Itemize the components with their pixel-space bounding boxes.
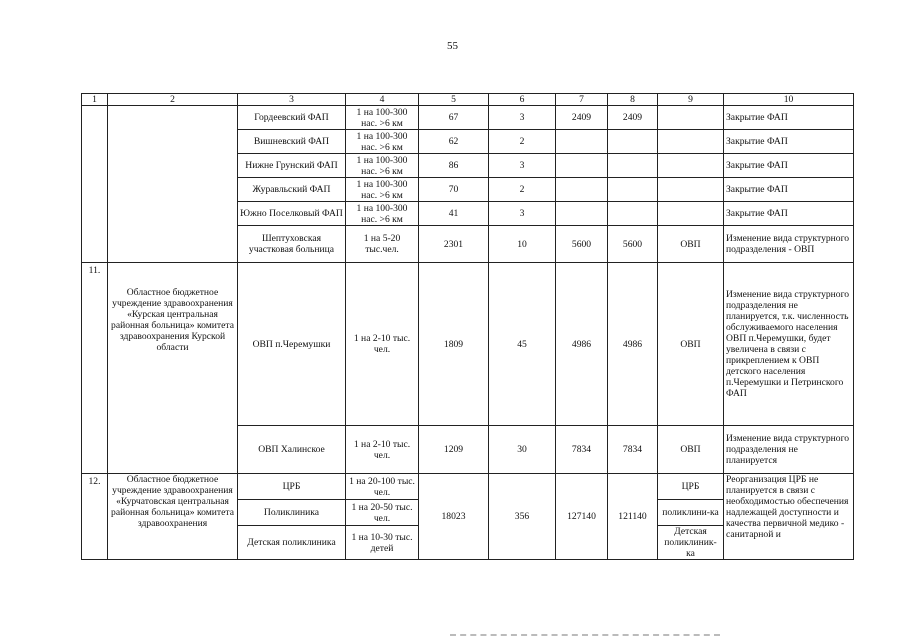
population: 62 <box>419 130 489 154</box>
visits-plan <box>556 202 608 226</box>
staff: 356 <box>489 474 556 560</box>
header-cell: 5 <box>419 94 489 106</box>
comment: Закрытие ФАП <box>724 130 854 154</box>
comment: Изменение вида структурного подразделения - ОВП <box>724 226 854 263</box>
new-type <box>658 106 724 130</box>
new-type <box>658 178 724 202</box>
norm: 1 на 5-20 тыс.чел. <box>346 226 419 263</box>
norm: 1 на 2-10 тыс. чел. <box>346 426 419 474</box>
header-cell: 6 <box>489 94 556 106</box>
table-row <box>82 474 854 500</box>
header-cell: 8 <box>608 94 658 106</box>
visits-fact <box>608 154 658 178</box>
unit-name: ЦРБ <box>238 474 346 500</box>
unit-name: Нижне Грунский ФАП <box>238 154 346 178</box>
unit-name: Шептуховская участковая больница <box>238 226 346 263</box>
comment: Закрытие ФАП <box>724 106 854 130</box>
population: 70 <box>419 178 489 202</box>
page-number: 55 <box>447 40 458 52</box>
row-number: 12. <box>82 474 108 560</box>
header-cell: 9 <box>658 94 724 106</box>
visits-plan: 2409 <box>556 106 608 130</box>
comment: Закрытие ФАП <box>724 178 854 202</box>
staff: 3 <box>489 106 556 130</box>
table-row <box>82 263 854 426</box>
header-cell: 7 <box>556 94 608 106</box>
unit-name: Южно Поселковый ФАП <box>238 202 346 226</box>
norm: 1 на 100-300 нас. >6 км <box>346 106 419 130</box>
table-row <box>82 106 854 130</box>
scan-artifact <box>450 634 720 639</box>
population: 41 <box>419 202 489 226</box>
new-type: ЦРБ <box>658 474 724 500</box>
population: 2301 <box>419 226 489 263</box>
staff: 45 <box>489 263 556 426</box>
visits-plan: 5600 <box>556 226 608 263</box>
visits-fact: 2409 <box>608 106 658 130</box>
visits-plan <box>556 178 608 202</box>
visits-plan: 7834 <box>556 426 608 474</box>
norm: 1 на 20-100 тыс. чел. <box>346 474 419 500</box>
comment: Реорганизация ЦРБ не планируется в связи с необходимостью обеспечения надлежащей доступности и качества первичной медико - санитарной и <box>724 474 854 560</box>
comment: Изменение вида структурного подразделения не планируется, т.к. численность обслуживаемого населения ОВП п.Черемушки, будет увеличена в связи с прикреплением к ОВП детского населения п.Черемушки и Петринского ФАП <box>724 263 854 426</box>
visits-fact <box>608 202 658 226</box>
norm: 1 на 2-10 тыс. чел. <box>346 263 419 426</box>
staff: 3 <box>489 202 556 226</box>
new-type: поликлини-ка <box>658 500 724 526</box>
unit-name: ОВП Халинское <box>238 426 346 474</box>
visits-fact: 5600 <box>608 226 658 263</box>
comment: Закрытие ФАП <box>724 154 854 178</box>
visits-plan <box>556 130 608 154</box>
visits-fact <box>608 178 658 202</box>
comment: Закрытие ФАП <box>724 202 854 226</box>
population: 1209 <box>419 426 489 474</box>
unit-name: Вишневский ФАП <box>238 130 346 154</box>
population: 18023 <box>419 474 489 560</box>
visits-fact: 7834 <box>608 426 658 474</box>
norm: 1 на 100-300 нас. >6 км <box>346 154 419 178</box>
new-type <box>658 154 724 178</box>
visits-plan: 4986 <box>556 263 608 426</box>
org-name: Областное бюджетное учреждение здравоохранения «Курчатовская центральная районная больница» комитета здравоохранения <box>108 474 238 560</box>
data-table <box>81 93 854 560</box>
header-cell: 3 <box>238 94 346 106</box>
new-type: ОВП <box>658 263 724 426</box>
staff: 2 <box>489 178 556 202</box>
unit-name: Журавльский ФАП <box>238 178 346 202</box>
norm: 1 на 100-300 нас. >6 км <box>346 202 419 226</box>
visits-fact: 4986 <box>608 263 658 426</box>
norm: 1 на 10-30 тыс. детей <box>346 526 419 560</box>
header-cell: 4 <box>346 94 419 106</box>
header-row <box>82 94 854 106</box>
staff: 2 <box>489 130 556 154</box>
new-type: ОВП <box>658 426 724 474</box>
visits-plan <box>556 154 608 178</box>
visits-plan: 127140 <box>556 474 608 560</box>
population: 1809 <box>419 263 489 426</box>
new-type: ОВП <box>658 226 724 263</box>
unit-name: Детская поликлиника <box>238 526 346 560</box>
row-number-cell <box>82 106 108 263</box>
row-number: 11. <box>82 263 108 474</box>
staff: 30 <box>489 426 556 474</box>
unit-name: Гордеевский ФАП <box>238 106 346 130</box>
visits-fact: 121140 <box>608 474 658 560</box>
norm: 1 на 100-300 нас. >6 км <box>346 130 419 154</box>
norm: 1 на 20-50 тыс. чел. <box>346 500 419 526</box>
unit-name: ОВП п.Черемушки <box>238 263 346 426</box>
header-cell: 1 <box>82 94 108 106</box>
header-cell: 2 <box>108 94 238 106</box>
visits-fact <box>608 130 658 154</box>
comment: Изменение вида структурного подразделения не планируется <box>724 426 854 474</box>
population: 67 <box>419 106 489 130</box>
unit-name: Поликлиника <box>238 500 346 526</box>
staff: 10 <box>489 226 556 263</box>
org-name-cell <box>108 106 238 263</box>
new-type <box>658 130 724 154</box>
header-cell: 10 <box>724 94 854 106</box>
staff: 3 <box>489 154 556 178</box>
population: 86 <box>419 154 489 178</box>
org-name: Областное бюджетное учреждение здравоохранения «Курская центральная районная больница» комитета здравоохранения Курской области <box>108 263 238 474</box>
norm: 1 на 100-300 нас. >6 км <box>346 178 419 202</box>
new-type: Детская поликлиник-ка <box>658 526 724 560</box>
new-type <box>658 202 724 226</box>
